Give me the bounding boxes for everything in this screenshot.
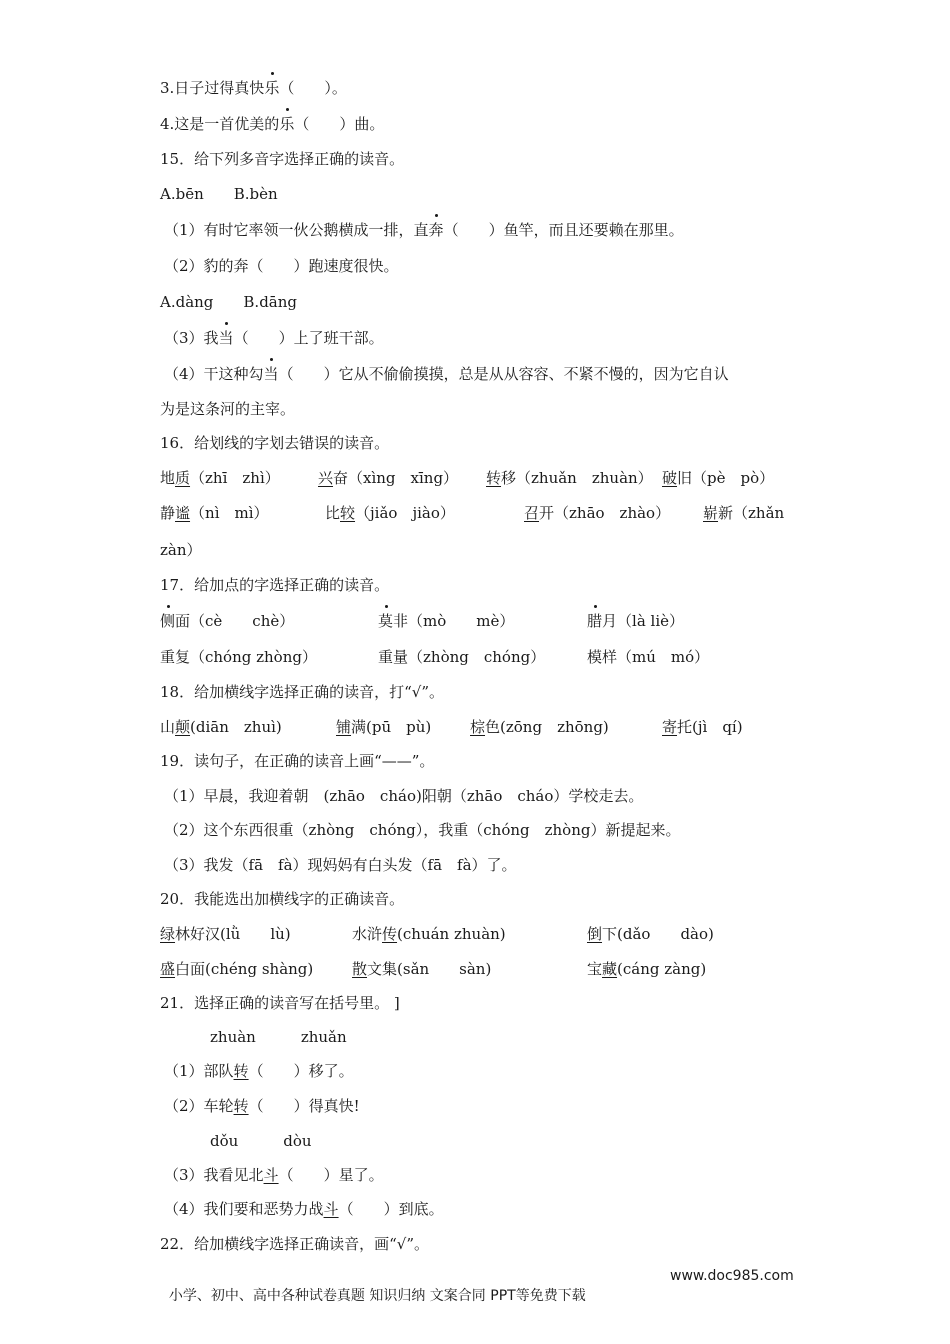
q17-title: 17．给加点的字选择正确的读音。 [160,576,390,594]
q19-sentence-1: （1）早晨，我迎着朝 (zhāo cháo)阳朝（zhāo cháo）学校走去。 [164,787,644,805]
q18-title: 18．给加横线字选择正确的读音，打“√”。 [160,683,444,701]
q15-options-2: A.dàng B.dāng [160,293,298,311]
q21-title: 21．选择正确的读音写在括号里。 ] [160,994,400,1012]
q16-item-cont: zàn） [160,541,202,559]
q17-item: 重复（chóng zhòng） [160,648,317,666]
q21-pinyin-1: zhuàn zhuǎn [210,1028,347,1046]
q20-item: 盛白面(chéng shàng) [160,960,314,978]
q21-pinyin-2: dǒu dòu [210,1132,312,1150]
q20-item: 散文集(sǎn sàn) [352,960,492,978]
q20-item: 水浒传(chuán zhuàn) [352,925,506,943]
q22-title: 22．给加横线字选择正确读音，画“√”。 [160,1235,429,1253]
footer-text: 小学、初中、高中各种试卷真题 知识归纳 文案合同 PPT等免费下载 [168,1288,586,1304]
q20-title: 20．我能选出加横线字的正确读音。 [160,890,405,908]
q16-item: 转移（zhuǎn zhuàn） [486,469,653,487]
q16-item: 地质（zhī zhì） [160,469,280,487]
q18-item: 棕色(zōng zhōng) [470,718,609,736]
q15-sentence-4: （4）干这种勾当（ ）它从不偷偷摸摸，总是从从容容、不紧不慢的，因为它自认 [164,365,729,383]
q18-item: 山颠(diān zhuì) [160,718,282,736]
q16-item: 比较（jiǎo jiào） [325,504,455,522]
q16-item: 兴奋（xìng xīng） [318,469,459,487]
q16-item: 崭新（zhǎn [703,504,785,522]
page-footer [160,1266,794,1326]
q17-item: 模样（mú mó） [587,648,710,666]
q15-sentence-4-cont: 为是这条河的主宰。 [160,400,296,418]
q17-item: 腊月（là liè） [587,612,684,630]
q14-line-4: 4.这是一首优美的乐（ ）曲。 [160,115,385,133]
q18-item: 铺满(pū pù) [336,718,432,736]
q15-sentence-1: （1）有时它率领一伙公鹅横成一排，直奔（ ）鱼竿，而且还要赖在那里。 [164,221,684,239]
q15-sentence-3: （3）我当（ ）上了班干部。 [164,329,384,347]
q19-sentence-2: （2）这个东西很重（zhòng chóng），我重（chóng zhòng）新提起来。 [164,821,681,839]
q15-options-1: A.bēn B.bèn [160,185,278,203]
q17-item: 重量（zhòng chóng） [378,648,546,666]
q14-line-3: 3.日子过得真快乐（ ）。 [160,79,347,97]
q17-item: 莫非（mò mè） [378,612,515,630]
q16-item: 破旧（pè pò） [662,469,775,487]
q21-sentence-3: （3）我看见北斗（ ）星了。 [164,1166,384,1184]
q20-item: 宝藏(cáng zàng) [587,960,707,978]
q15-sentence-2: （2）豹的奔（ ）跑速度很快。 [164,257,399,275]
q19-title: 19．读句子，在正确的读音上画“——”。 [160,752,435,770]
q21-sentence-2: （2）车轮转（ ）得真快! [164,1097,360,1115]
q16-item: 静谧（nì mì） [160,504,269,522]
footer-site-link[interactable]: www.doc985.com [670,1268,794,1284]
q17-item: 侧面（cè chè） [160,612,295,630]
q16-item: 召开（zhāo zhào） [524,504,671,522]
q16-title: 16．给划线的字划去错误的读音。 [160,434,390,452]
q20-item: 倒下(dǎo dào) [587,925,714,943]
q21-sentence-4: （4）我们要和恶势力战斗（ ）到底。 [164,1200,444,1218]
q21-sentence-1: （1）部队转（ ）移了。 [164,1062,354,1080]
q15-title: 15．给下列多音字选择正确的读音。 [160,150,405,168]
q20-item: 绿林好汉(lǜ lù) [160,925,291,943]
q18-item: 寄托(jì qí) [662,718,743,736]
q19-sentence-3: （3）我发（fā fà）现妈妈有白头发（fā fà）了。 [164,856,517,874]
